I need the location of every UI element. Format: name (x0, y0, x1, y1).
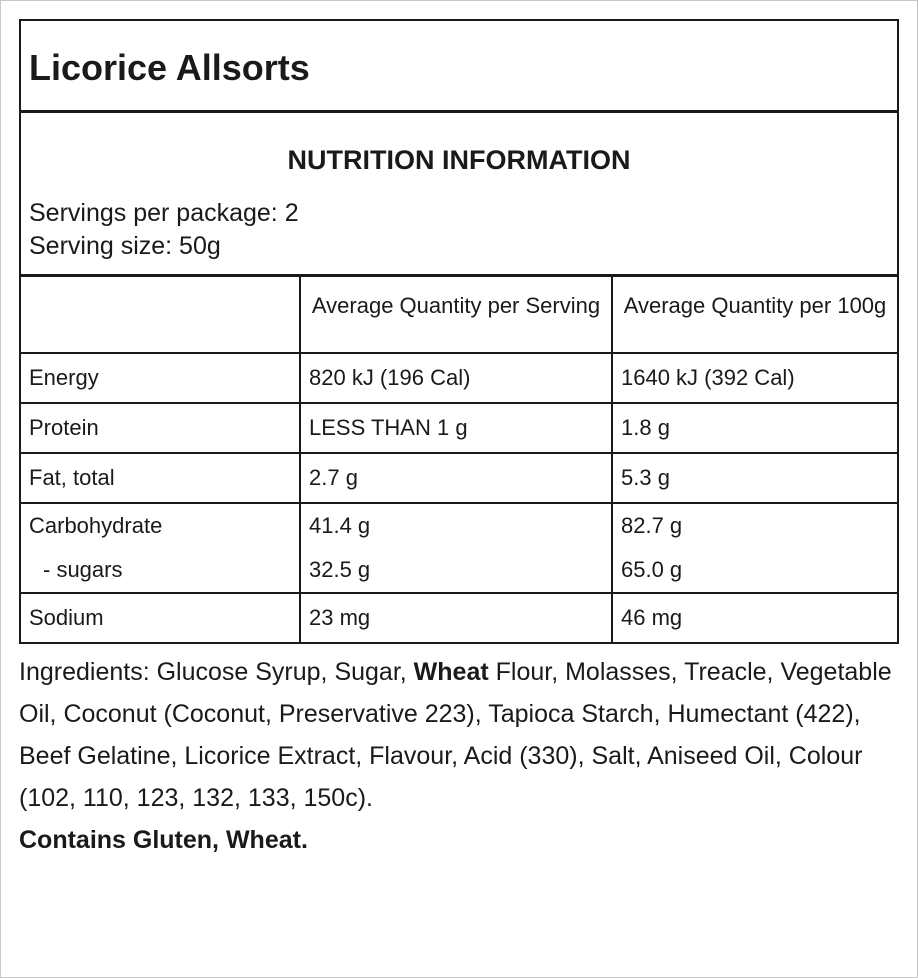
product-title: Licorice Allsorts (21, 21, 897, 113)
nutrient-per-100g: 46 mg (612, 593, 897, 642)
table-row (21, 403, 897, 453)
column-header-per-serving: Average Quantity per Serving (300, 277, 612, 353)
nutrition-table (21, 277, 897, 642)
nutrient-per-serving-cell (300, 503, 612, 593)
nutrient-name: Carbohydrate (29, 513, 163, 538)
nutrient-per-100g: 1640 kJ (392 Cal) (612, 353, 897, 403)
nutrient-per-100g-cell (612, 503, 897, 593)
nutrient-per-100g: 82.7 g (621, 513, 683, 538)
table-row (21, 353, 897, 403)
table-row (21, 593, 897, 642)
nutrient-per-serving: 23 mg (300, 593, 612, 642)
ingredients-prefix: Ingredients: Glucose Syrup, Sugar, (19, 658, 414, 686)
ingredients-allergen-word: Wheat (413, 658, 489, 686)
nutrient-per-100g: 5.3 g (612, 453, 897, 503)
column-header-per-100g: Average Quantity per 100g (612, 277, 897, 353)
nutrient-name-cell (21, 503, 300, 593)
ingredients-text (19, 651, 899, 819)
table-row (21, 503, 897, 593)
servings-per-package: Servings per package: 2 (29, 199, 299, 227)
serving-size: Serving size: 50g (29, 232, 221, 260)
nutrition-header (21, 113, 897, 277)
nutrient-per-serving: 2.7 g (300, 453, 612, 503)
nutrient-name: Energy (21, 353, 300, 403)
nutrient-per-serving: 41.4 g (309, 513, 371, 538)
table-header-row (21, 277, 897, 353)
table-row (21, 453, 897, 503)
nutrient-per-serving: LESS THAN 1 g (300, 403, 612, 453)
nutrient-name: Protein (21, 403, 300, 453)
sub-nutrient-per-serving: 32.5 g (309, 557, 371, 582)
sub-nutrient-name: - sugars (43, 557, 123, 582)
ingredients-rest: Flour, Molasses, Treacle, Vegetable Oil, Coconut (Coconut, Preservative 223), Tapioca Starch, Humectant (422), Beef Gelatine, Licorice Extract, Flavour, Acid (330), Salt, Aniseed Oil, Colour (102, 110, 123, 132, 133, 150c). (19, 658, 892, 812)
nutrient-name: Sodium (21, 593, 300, 642)
column-header-blank (21, 277, 300, 353)
nutrition-panel (19, 19, 899, 644)
nutrient-per-serving: 820 kJ (196 Cal) (300, 353, 612, 403)
nutrient-per-100g: 1.8 g (612, 403, 897, 453)
sub-nutrient-per-100g: 65.0 g (621, 557, 683, 582)
nutrient-name: Fat, total (21, 453, 300, 503)
nutrition-heading: NUTRITION INFORMATION (287, 145, 631, 175)
allergen-statement: Contains Gluten, Wheat. (19, 826, 308, 854)
